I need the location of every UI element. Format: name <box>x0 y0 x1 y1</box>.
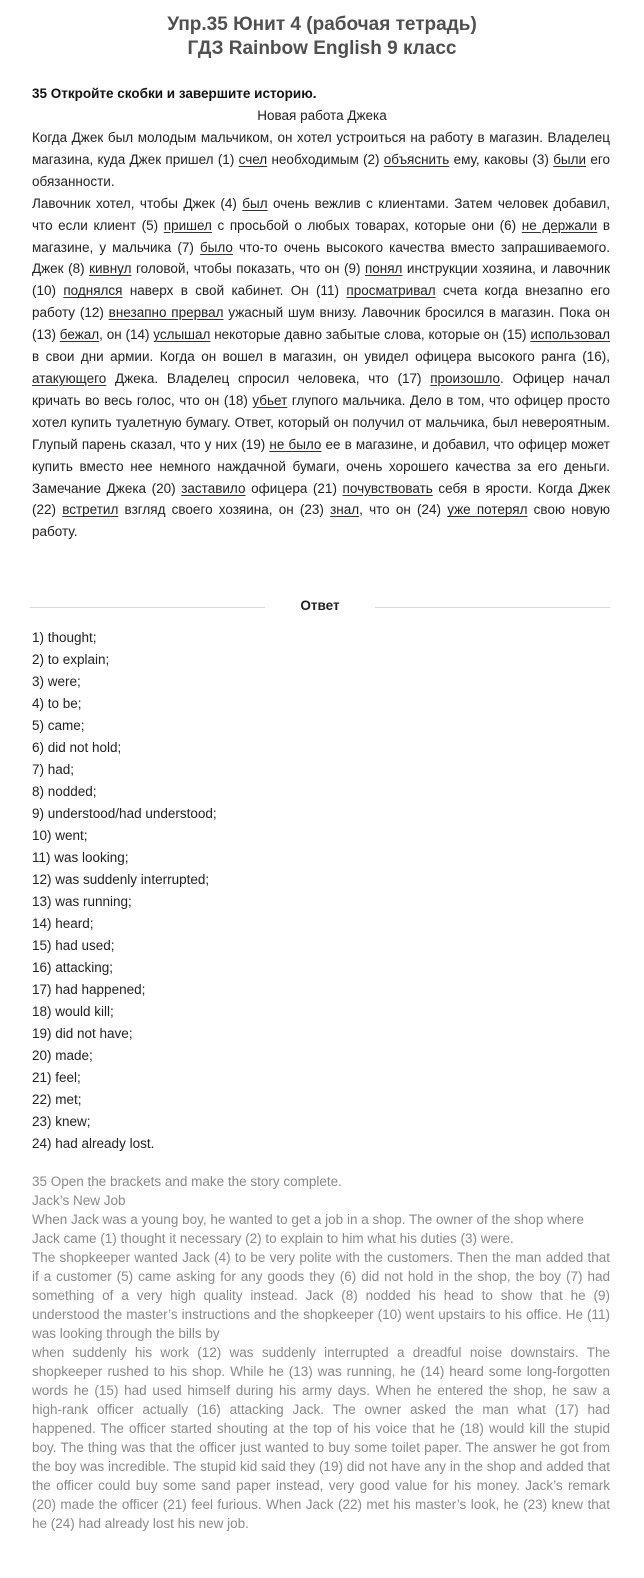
story-paragraph-2 <box>32 193 610 544</box>
answer-item: 20) made; <box>32 1048 93 1063</box>
underlined-answer-19: не было <box>269 436 322 452</box>
story-text-segment: глупого мальчика. Дело в том, что офицер просто хотел купить туалетную бумагу. Ответ, который он получил от мальчика, был невероятным. Глупый парень сказал, что у них (19) <box>32 392 610 452</box>
story-text-segment: в свои дни армии. Когда он вошел в магазин, он увидел офицера высокого ранга (16), <box>32 349 610 365</box>
underlined-answer-5: пришел <box>163 217 212 233</box>
story-text-segment: некоторые давно забытые слова, которые он (15) <box>210 327 531 343</box>
story-text-segment: инструкции хозяина, и лавочник (10) <box>32 261 610 299</box>
underlined-answer-13: бежал <box>59 327 100 343</box>
underlined-answer-17: произошло <box>430 370 501 386</box>
answer-item: 9) understood/had understood; <box>32 806 217 821</box>
task-heading: 35 Откройте скобки и завершите историю. <box>32 86 317 101</box>
answer-item: 19) did not have; <box>32 1026 133 1041</box>
story-text-segment: , что он (24) <box>359 502 448 518</box>
underlined-answer-16: атакующего <box>32 370 107 386</box>
story-text-segment: . Офицер начал кричать во весь голос, что он (18) <box>32 370 610 408</box>
story-text-segment: Джека. Владелец спросил человека, что (17) <box>106 370 431 386</box>
underlined-answer-7: было <box>199 239 233 255</box>
story-text-segment: ему, каковы (3) <box>449 151 554 167</box>
underlined-answer-23: знал <box>330 502 360 518</box>
story-text-segment: ее в магазине, и добавил, что офицер может купить вместо нее немного наждачной бумаги, очень хорошего качества за его деньги. Замечание Джека (20) <box>32 436 610 496</box>
story-text-segment: офицера (21) <box>245 480 343 496</box>
story-paragraph-1 <box>32 127 610 193</box>
story-text-segment: ужасный шум внизу. Лавочник бросился в магазин. Пока он (13) <box>32 305 610 343</box>
underlined-answer-22: встретил <box>62 502 119 518</box>
answer-item: 15) had used; <box>32 938 115 953</box>
answer-divider <box>30 597 610 617</box>
underlined-answer-20: заставило <box>181 480 246 496</box>
story-text-segment: очень вежлив с клиентами. Затем человек добавил, что если клиент (5) <box>32 195 610 233</box>
underlined-answer-1: счел <box>238 151 268 167</box>
divider-line-right <box>375 607 610 608</box>
underlined-answer-21: почувствовать <box>342 480 433 496</box>
answer-item: 21) feel; <box>32 1070 81 1085</box>
underlined-answer-10: поднялся <box>63 283 123 299</box>
story-text-segment: с просьбой о любых товарах, которые они (6) <box>211 217 522 233</box>
answer-item: 1) thought; <box>32 630 97 645</box>
story-text-segment: необходимым (2) <box>267 151 384 167</box>
answer-item: 3) were; <box>32 674 81 689</box>
underlined-answer-12: внезапно прервал <box>108 305 224 321</box>
answer-item: 24) had already lost. <box>32 1136 155 1151</box>
story-title: Новая работа Джека <box>257 108 387 123</box>
story-text-segment: в магазине, у мальчика (7) <box>32 217 610 255</box>
divider-line-left <box>30 607 265 608</box>
answer-item: 12) was suddenly interrupted; <box>32 872 210 887</box>
answer-item: 17) had happened; <box>32 982 146 997</box>
story-text-segment: головой, чтобы показать, что он (9) <box>131 261 365 277</box>
story-text-segment: , он (14) <box>99 327 154 343</box>
answer-heading: Ответ <box>300 598 340 613</box>
answer-item: 10) went; <box>32 828 88 843</box>
answer-item: 2) to explain; <box>32 652 110 667</box>
underlined-answer-8: кивнул <box>89 261 132 277</box>
story-text-segment: Лавочник хотел, чтобы Джек (4) <box>32 195 243 211</box>
underlined-answer-14: услышал <box>153 327 211 343</box>
answer-item: 16) attacking; <box>32 960 114 975</box>
answer-item: 4) to be; <box>32 696 82 711</box>
story-text-segment: его обязанности. <box>32 151 610 189</box>
english-title: Jack’s New Job <box>32 1193 126 1208</box>
english-paragraph: When Jack was a young boy, he wanted to get a job in a shop. The owner of the shop where <box>32 1212 584 1227</box>
answer-item: 7) had; <box>32 762 75 777</box>
answer-item: 11) was looking; <box>32 850 129 865</box>
answer-list <box>32 627 592 1155</box>
underlined-answer-11: просматривал <box>346 283 436 299</box>
answer-item: 22) met; <box>32 1092 82 1107</box>
answer-item: 14) heard; <box>32 916 94 931</box>
answer-item: 6) did not hold; <box>32 740 122 755</box>
story-text-segment: что-то очень высокого качества вместо запрашиваемого. Джек (8) <box>32 239 610 277</box>
english-paragraph: when suddenly his work (12) was suddenly interrupted a dreadful noise downstairs. The shopkeeper rushed to his shop. While he (13) was running, he (14) heard some long-forgotten words he (15) had used himself during his army days. When he entered the shop, he saw a high-rank officer actually (16) attacking Jack. The owner asked the man what (17) had happened. The officer started shouting at the top of his voice that he (18) would kill the stupid boy. The thing was that the officer just wanted to buy some toilet paper. The answer he got from the boy was incredible. The stupid kid said they (19) did not have any in the shop and added that the officer could buy some sand paper instead, very good value for his money. Jack’s remark (20) made the officer (21) feel furious. When Jack (22) met his master’s look, he (23) knew that he (24) had already lost his new job. <box>32 1345 610 1531</box>
english-task: 35 Open the brackets and make the story complete. <box>32 1174 342 1189</box>
answer-item: 13) was running; <box>32 894 132 909</box>
underlined-answer-4: был <box>242 195 268 211</box>
underlined-answer-9: понял <box>364 261 403 277</box>
story-text-segment: счета когда внезапно его работу (12) <box>32 283 610 321</box>
underlined-answer-24: уже потерял <box>447 502 528 518</box>
english-original <box>32 1172 610 1533</box>
story-text <box>32 127 610 543</box>
english-paragraph: Jack came (1) thought it necessary (2) to explain to him what his duties (3) were. <box>32 1231 514 1246</box>
underlined-answer-15: использовал <box>530 327 610 343</box>
page-title: Упр.35 Юнит 4 (рабочая тетрадь) <box>167 14 477 35</box>
story-text-segment: взгляд своего хозяина, он (23) <box>118 502 331 518</box>
story-text-segment: себя в ярости. Когда Джек (22) <box>32 480 611 518</box>
answer-item: 8) nodded; <box>32 784 97 799</box>
answer-item: 18) would kill; <box>32 1004 114 1019</box>
english-paragraph: The shopkeeper wanted Jack (4) to be very polite with the customers. Then the man added that if a customer (5) came asking for any goods they (6) did not hold in the shop, the boy (7) had something of a very high quality instead. Jack (8) nodded his head to show that he (9) understood the master’s instructions and the shopkeeper (10) went upstairs to his office. He (11) was looking through the bills by <box>32 1250 610 1341</box>
answer-item: 5) came; <box>32 718 85 733</box>
story-text-segment: Когда Джек был молодым мальчиком, он хотел устроиться на работу в магазин. Владелец магазина, куда Джек пришел (1) <box>32 130 610 167</box>
story-text-segment: свою новую работу. <box>32 502 610 540</box>
underlined-answer-3: были <box>553 151 587 167</box>
underlined-answer-2: объяснить <box>383 151 450 167</box>
story-text-segment: наверх в свой кабинет. Он (11) <box>122 283 347 299</box>
underlined-answer-18: убьет <box>252 392 288 408</box>
answer-item: 23) knew; <box>32 1114 91 1129</box>
underlined-answer-6: не держали <box>521 217 598 233</box>
page-subtitle: ГДЗ Rainbow English 9 класс <box>187 38 457 59</box>
